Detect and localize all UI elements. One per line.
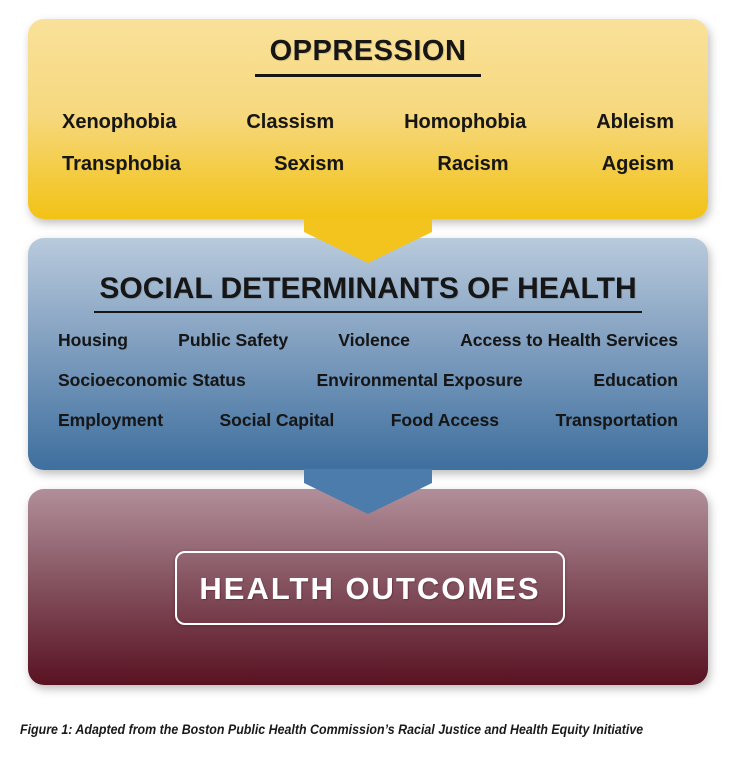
sdoh-title: SOCIAL DETERMINANTS OF HEALTH	[94, 274, 641, 313]
oppression-term: Transphobia	[62, 153, 181, 175]
oppression-term: Classism	[246, 111, 335, 133]
sdoh-term: Housing	[58, 330, 128, 350]
sdoh-term: Social Capital	[219, 410, 335, 430]
sdoh-terms-row-3	[58, 412, 678, 430]
sdoh-term: Socioeconomic Status	[58, 370, 246, 390]
oppression-term: Sexism	[274, 153, 345, 175]
sdoh-terms-row-1	[58, 332, 678, 350]
sdoh-term: Environmental Exposure	[316, 370, 523, 390]
oppression-term: Homophobia	[404, 111, 527, 133]
sdoh-box	[28, 238, 708, 470]
sdoh-term: Public Safety	[178, 330, 289, 350]
oppression-terms-row-1	[62, 112, 674, 132]
sdoh-term: Access to Health Services	[460, 330, 678, 350]
health-outcomes-label: HEALTH OUTCOMES	[199, 570, 541, 606]
figure-caption: Figure 1: Adapted from the Boston Public Health Commission’s Racial Justice and Health Equity Initiative	[20, 722, 644, 737]
health-outcomes-box	[28, 489, 708, 685]
oppression-title: OPPRESSION	[255, 37, 482, 77]
sdoh-terms-row-2	[58, 372, 678, 390]
oppression-box	[28, 19, 708, 219]
health-outcomes-frame	[175, 551, 565, 625]
sdoh-term: Violence	[338, 330, 410, 350]
sdoh-term: Education	[593, 370, 678, 390]
oppression-title-wrap	[28, 37, 708, 77]
oppression-term: Racism	[437, 153, 509, 175]
oppression-terms-row-2	[62, 154, 674, 174]
oppression-term: Xenophobia	[62, 111, 177, 133]
sdoh-term: Food Access	[390, 410, 500, 430]
sdoh-term: Transportation	[555, 410, 678, 430]
sdoh-term: Employment	[58, 410, 164, 430]
oppression-term: Ageism	[601, 153, 674, 175]
sdoh-title-wrap	[28, 274, 708, 313]
oppression-term: Ableism	[596, 111, 674, 133]
